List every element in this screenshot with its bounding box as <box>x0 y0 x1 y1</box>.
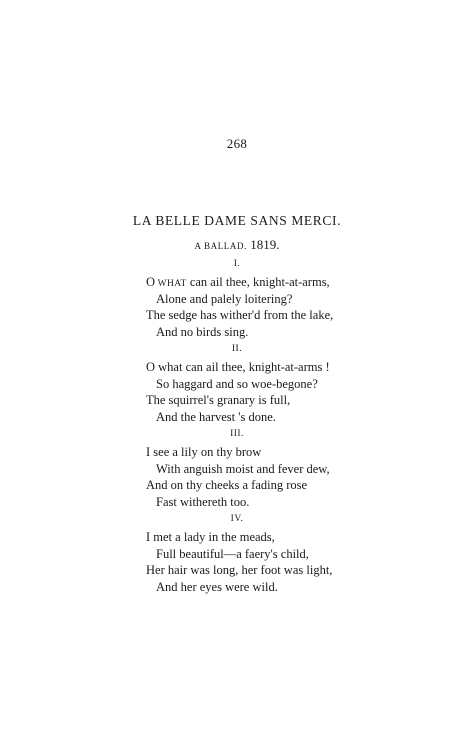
stanza-line: O what can ail thee, knight-at-arms ! <box>146 360 330 374</box>
page-number: 268 <box>226 136 248 151</box>
line-initial: O <box>146 275 156 289</box>
stanza-line: Full beautiful—a faery's child, <box>156 546 309 561</box>
stanza-3 <box>0 428 474 510</box>
stanza-line: Alone and palely loitering? <box>156 291 293 306</box>
stanza-line: And on thy cheeks a fading rose <box>146 478 308 492</box>
stanza-4 <box>0 513 474 595</box>
stanza-line: The squirrel's granary is full, <box>146 393 291 407</box>
stanza-line: So haggard and so woe-begone? <box>156 376 318 391</box>
stanza-line: I met a lady in the meads, <box>146 530 275 544</box>
poem-subtitle <box>0 237 474 253</box>
stanza-line: With anguish moist and fever dew, <box>156 461 330 476</box>
stanza-numeral: I. <box>233 259 241 269</box>
stanza-line: Her hair was long, her foot was light, <box>146 563 333 577</box>
subtitle-year: 1819. <box>250 237 280 252</box>
subtitle-label: A BALLAD. <box>194 241 247 251</box>
stanza-line: I see a lily on thy brow <box>146 445 262 459</box>
stanza-line: And no birds sing. <box>156 324 249 339</box>
stanza-numeral: IV. <box>230 514 244 524</box>
stanza-line: The sedge has wither'd from the lake, <box>146 308 334 322</box>
stanza-numeral: III. <box>230 429 244 439</box>
stanza-line <box>0 274 474 291</box>
stanza-2 <box>0 343 474 425</box>
stanza-numeral: II. <box>231 344 243 354</box>
stanza-line: Fast withereth too. <box>156 494 250 509</box>
stanza-line: And her eyes were wild. <box>156 579 278 594</box>
line-smallcaps: WHAT <box>155 279 187 289</box>
stanza-line: And the harvest 's done. <box>156 409 276 424</box>
poem-title: LA BELLE DAME SANS MERCI. <box>132 213 342 228</box>
stanza-1 <box>0 258 474 340</box>
line-rest: can ail thee, knight-at-arms, <box>186 275 330 289</box>
